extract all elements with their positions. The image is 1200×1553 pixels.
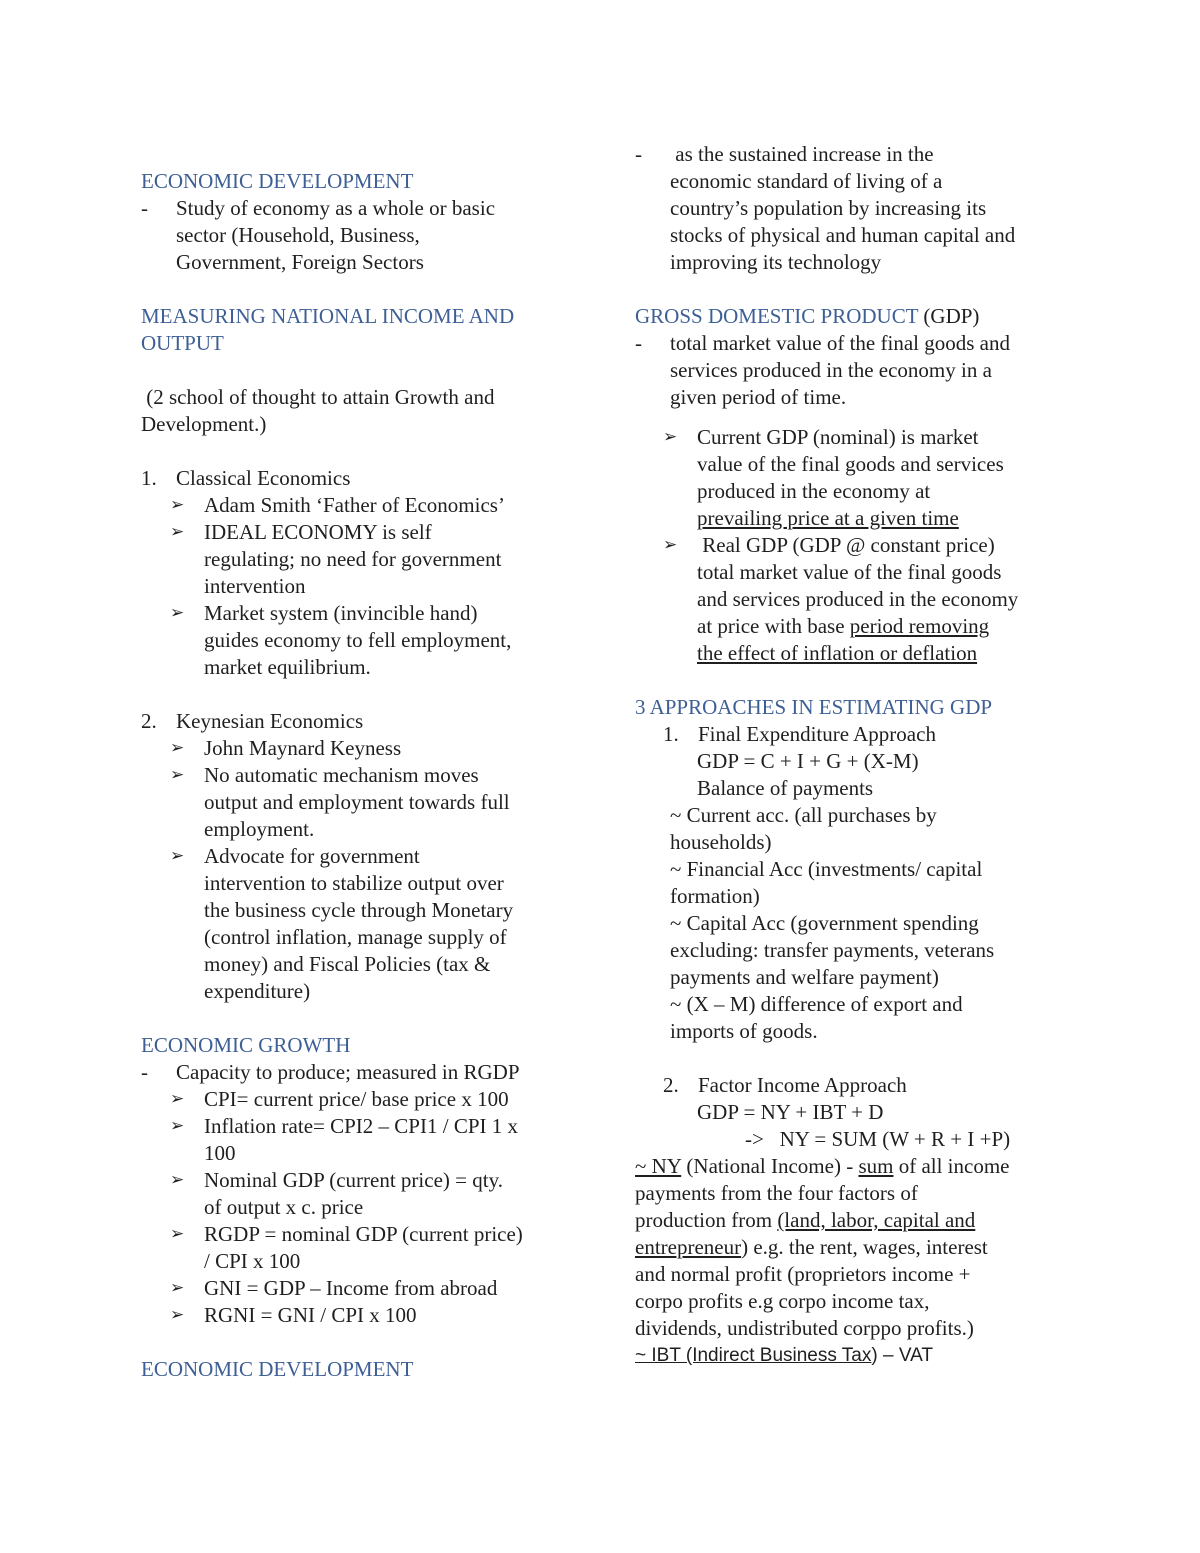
heading-economic-development: ECONOMIC DEVELOPMENT	[141, 169, 414, 193]
arrow-bullet-icon: ➢	[170, 846, 185, 866]
bullet-item: ➢ Nominal GDP (current price) = qty. of output x c. price	[170, 1168, 503, 1219]
bullet-item: ➢ Adam Smith ‘Father of Economics’	[170, 493, 505, 517]
bullet-item: ➢ Market system (invincible hand) guides economy to fell employment, market equilibrium.	[170, 601, 512, 679]
bullet-item: ➢ GNI = GDP – Income from abroad	[170, 1276, 498, 1300]
arrow-bullet-icon: ➢	[663, 535, 678, 555]
list-item: - Study of economy as a whole or basic sector (Household, Business, Government, Foreign Sectors	[141, 196, 496, 274]
list-item: - Capacity to produce; measured in RGDP	[141, 1060, 520, 1084]
arrow-bullet-icon: ➢	[170, 738, 185, 758]
arrow-bullet-icon: ➢	[170, 1089, 185, 1109]
heading-economic-growth: ECONOMIC GROWTH	[141, 1033, 351, 1057]
formula: GDP = NY + IBT + D	[697, 1100, 884, 1124]
arrow-bullet-icon: ➢	[170, 1116, 185, 1136]
arrow-bullet-icon: ➢	[663, 427, 678, 447]
dash-marker: -	[141, 196, 148, 220]
ibt-text: ~ IBT (Indirect Business Tax) – VAT	[635, 1345, 933, 1366]
balance-of-payments-list: ~ Current acc. (all purchases by households) ~ Financial Acc (investments/ capital formation) ~ Capital Acc (government spending excluding: transfer payments, veterans payments and welfare payment) ~ (X – M) difference of export and imports of goods.	[670, 803, 995, 1043]
bullet-item: ➢ John Maynard Keyness	[170, 736, 402, 760]
heading-3-approaches: 3 APPROACHES IN ESTIMATING GDP	[635, 695, 993, 719]
numbered-item-classical: 1. Classical Economics	[141, 466, 351, 490]
arrow-bullet-icon: ➢	[170, 1278, 185, 1298]
arrow-bullet-icon: ➢	[170, 1305, 185, 1325]
heading-measuring-national-income: MEASURING NATIONAL INCOME AND	[141, 304, 515, 328]
list-item: - total market value of the final goods and services produced in the economy in a given period of time.	[635, 331, 1010, 409]
numbered-item-factor-income: 2. Factor Income Approach	[663, 1073, 907, 1097]
bullet-item: ➢ Inflation rate= CPI2 – CPI1 / CPI 1 x 100	[170, 1114, 518, 1165]
arrow-bullet-icon: ➢	[170, 522, 185, 542]
bullet-item: ➢ RGDP = nominal GDP (current price) / CPI x 100	[170, 1222, 523, 1273]
arrow-bullet-icon: ➢	[170, 1170, 185, 1190]
dash-marker: -	[635, 331, 642, 355]
bullet-item: ➢ Real GDP (GDP @ constant price) total market value of the final goods and services produced in the economy at price with base period removing the effect of inflation or deflation	[663, 533, 1019, 665]
bullet-item: ➢ No automatic mechanism moves output and employment towards full employment.	[170, 763, 510, 841]
intro-text: (2 school of thought to attain Growth and	[141, 385, 495, 409]
heading-economic-development-2: ECONOMIC DEVELOPMENT	[141, 1357, 414, 1381]
arrow-bullet-icon: ➢	[170, 765, 185, 785]
list-item: - as the sustained increase in the economic standard of living of a country’s population by increasing its stocks of physical and human capital and improving its technology	[635, 142, 1016, 274]
bullet-item: ➢ RGNI = GNI / CPI x 100	[170, 1303, 417, 1327]
left-column: ECONOMIC DEVELOPMENT - Study of economy as a whole or basic sector (Household, Business, Government, Foreign Sectors MEASURING NATIONAL INCOME AND OUTPUT (2 school of thought to attain Growth and Development.) 1. Classical Economics ➢ Adam Smith ‘Father of Economics’ ➢ IDEAL ECONOMY is self regulating; no need for government intervention ➢ Market system (invincible hand) guides economy to fell employment, market equilibrium. 2. Keynesian Economics ➢ John Maynard Keyness ➢ No automatic mechanism moves output and employment towards full employment. ➢ Advocate for government intervention to stabilize output over the business cycle through Monetary (control inflation, manage supply of money) and Fiscal Policies (tax & expenditure) ECONOMIC GROWTH - Capacity to produce; measured in RGDP ➢ CPI= current price/ base price x 100 ➢ Inflation rate= CPI2 – CPI1 / CPI 1 x 100 ➢ Nominal GDP (current price) = qty. of output x c. price ➢ RGDP = nominal GDP (current price) / CPI x 100 ➢ GNI = GDP – Income from abroad ➢ RGNI = GNI / CPI x 100 ECONOMIC DEVELOPMENT	[141, 168, 571, 1383]
dash-marker: -	[635, 142, 642, 166]
numbered-item-final-expenditure: 1. Final Expenditure Approach	[663, 722, 936, 746]
arrow-bullet-icon: ➢	[170, 1224, 185, 1244]
bullet-item: ➢ IDEAL ECONOMY is self regulating; no need for government intervention	[170, 520, 502, 598]
heading-gdp: GROSS DOMESTIC PRODUCT (GDP)	[635, 304, 980, 328]
bullet-item: ➢ Advocate for government intervention to stabilize output over the business cycle through Monetary (control inflation, manage supply of money) and Fiscal Policies (tax & expenditure)	[170, 844, 514, 1003]
numbered-item-keynesian: 2. Keynesian Economics	[141, 709, 364, 733]
national-income-text: ~ NY (National Income) - sum of all income	[635, 1154, 1010, 1178]
bullet-item: ➢ Current GDP (nominal) is market value of the final goods and services produced in the economy at prevailing price at a given time	[663, 425, 1004, 530]
arrow-bullet-icon: ➢	[170, 495, 185, 515]
right-column: - as the sustained increase in the economic standard of living of a country’s population by increasing its stocks of physical and human capital and improving its technology GROSS DOMESTIC PRODUCT (GDP) - total market value of the final goods and services produced in the economy in a given period of time. ➢ Current GDP (nominal) is market value of the final goods and services produced in the economy at prevailing price at a given time ➢ Real GDP (GDP @ constant price) total market value of the final goods and services produced in the economy at price with base period removing the effect of inflation or deflation 3 APPROACHES IN ESTIMATING GDP 1. Final Expenditure Approach GDP = C + I + G + (X-M) Balance of payments ~ Current acc. (all purchases by households) ~ Financial Acc (investments/ capital formation) ~ Capital Acc (government spending excluding: transfer payments, veterans payments and welfare payment) ~ (X – M) difference of export and imports of goods. 2. Factor Income Approach GDP = NY + IBT + D -> NY = SUM (W + R + I +P) ~ NY (National Income) - sum of all income payments from the four factors of production from (land, labor, capital and entrepreneur) e.g. the rent, wages, interest and normal profit (proprietors income + corpo profits e.g corpo income tax, dividends, undistributed corppo profits.) ~ IBT (Indirect Business Tax) – VAT	[635, 141, 1065, 1369]
bullet-item: ➢ CPI= current price/ base price x 100	[170, 1087, 509, 1111]
arrow-bullet-icon: ➢	[170, 603, 185, 623]
formula: GDP = C + I + G + (X-M)	[697, 749, 919, 773]
dash-marker: -	[141, 1060, 148, 1084]
